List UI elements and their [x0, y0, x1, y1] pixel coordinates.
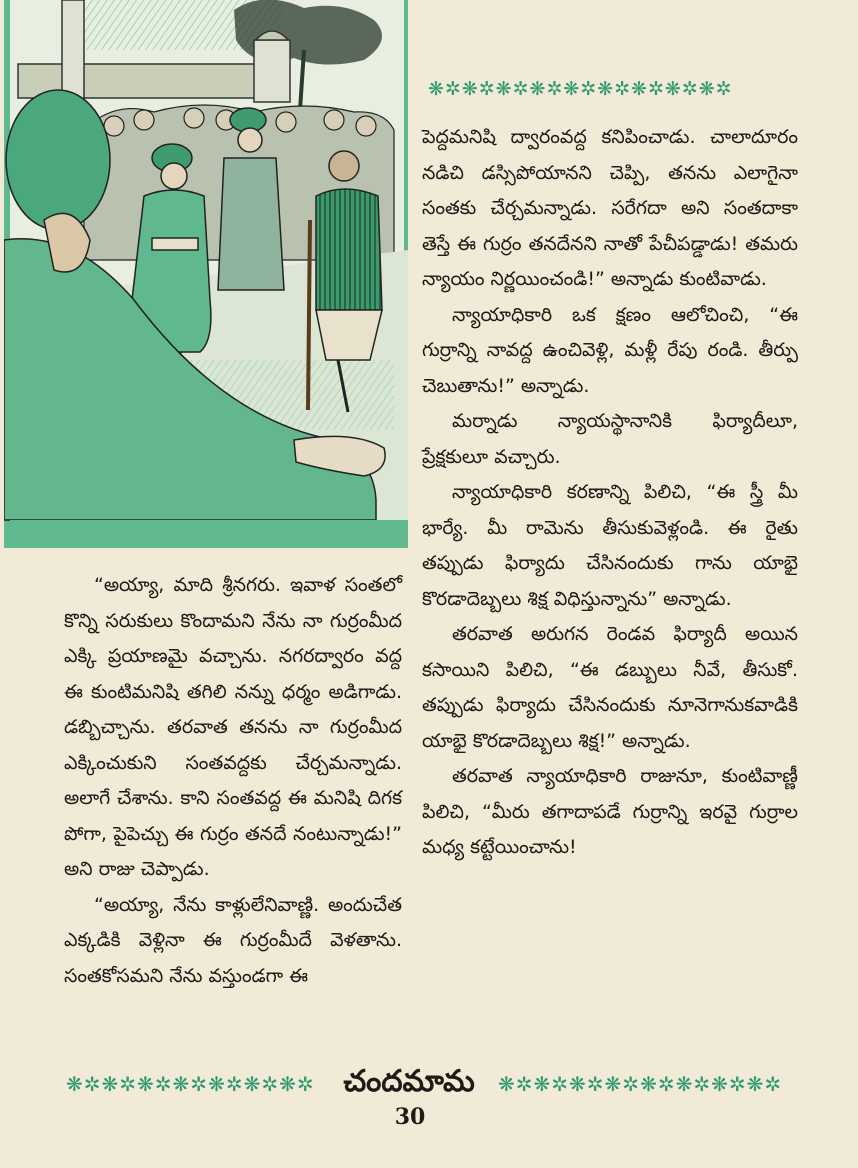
paragraph: పెద్దమనిషి ద్వారంవద్ద కనిపించాడు. చాలాదూరం నడిచి డస్సిపోయానని చెప్పి, తనను ఎలాగైనా సంతకు చేర్చమన్నాడు. సరేగదా అని సంతదాకా తెస్తే ఈ గుర్రం తనదేనని నాతో పేచీపడ్డాడు! తమరు న్యాయం నిర్ణయించండి!” అన్నాడు కుంటివాడు.	[422, 126, 798, 290]
page-number: 30	[394, 1104, 426, 1130]
court-scene-illustration	[4, 0, 408, 548]
paragraph: “అయ్యా, నేను కాళ్లులేనివాణ్ణి. అందుచేత ఎక్కడికి వెళ్లినా ఈ గుర్రంమీదే వెళతాను. సంతకోసమని నేను వస్తుండగా ఈ	[64, 893, 402, 987]
left-text-column	[64, 568, 402, 994]
footer-ornament-right: ❋✲❋✲❋✲❋✲❋✲❋✲❋✲❋✲	[498, 1072, 783, 1096]
paragraph: న్యాయాధికారి ఒక క్షణం ఆలోచించి, “ఈ గుర్రాన్ని నావద్ద ఉంచివెళ్లి, మళ్లీ రేపు రండి. తీర్పు చెబుతాను!” అన్నాడు.	[422, 303, 798, 397]
header-ornament: ❋✲❋✲❋✲❋✲❋✲❋✲❋✲❋✲❋✲	[428, 78, 733, 100]
magazine-title: చందమామ	[343, 1064, 475, 1099]
paragraph: తరవాత అరుగన రెండవ ఫిర్యాదీ అయిన కసాయిని పిలిచి, “ఈ డబ్బులు నీవే, తీసుకో. తప్పుడు ఫిర్యాదు చేసినందుకు నూనెగానుకవాడికి యాభై కొరడాదెబ్బలు శిక్ష!” అన్నాడు.	[422, 623, 798, 752]
paragraph: తరవాత న్యాయాధికారి రాజునూ, కుంటివాణ్ణీ పిలిచి, “మీరు తగాదాపడే గుర్రాన్ని ఇరవై గుర్రాల మధ్య కట్టేయించాను!	[422, 765, 798, 858]
right-text-column	[422, 120, 798, 866]
footer-ornament-left: ❋✲❋✲❋✲❋✲❋✲❋✲❋✲	[66, 1072, 315, 1096]
paragraph: “అయ్యా, మాది శ్రీనగరు. ఇవాళ సంతలో కొన్ని సరుకులు కొందామని నేను నా గుర్రంమీద ఎక్కి ప్రయాణమై వచ్చాను. నగరద్వారం వద్ద ఈ కుంటిమనిషి తగిలి నన్ను ధర్మం అడిగాడు. డబ్బిచ్చాను. తరవాత తనను నా గుర్రంమీద ఎక్కించుకుని సంతవద్దకు చేర్చమన్నాడు. అలాగే చేశాను. కాని సంతవద్ద ఈ మనిషి దిగక పోగా, పైపెచ్చు ఈ గుర్రం తనదే నంటున్నాడు!” అని రాజు చెప్పాడు.	[64, 574, 402, 880]
paragraph: న్యాయాధికారి కరణాన్ని పిలిచి, “ఈ స్త్రీ మీ భార్యే. మీ రామెను తీసుకువెళ్లండి. ఈ రైతు తప్పుడు ఫిర్యాదు చేసినందుకు గాను యాభై కొరడాదెబ్బలు శిక్ష విధిస్తున్నాను” అన్నాడు.	[422, 481, 798, 610]
paragraph: మర్నాడు న్యాయస్థానానికి ఫిర్యాదీలూ, ప్రేక్షకులూ వచ్చారు.	[422, 410, 798, 468]
